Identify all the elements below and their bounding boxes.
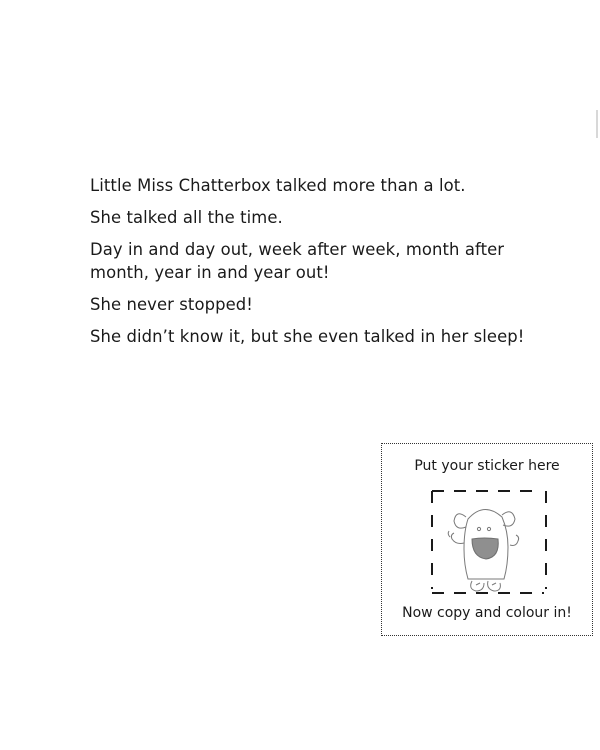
story-paragraph-4: She never stopped!	[90, 295, 253, 314]
story-paragraph-2: She talked all the time.	[90, 208, 283, 227]
character-drawing-icon	[430, 489, 548, 595]
story-paragraph-3: Day in and day out, week after week, month after month, year in and year out!	[90, 240, 505, 282]
page-edge-mark	[596, 110, 598, 138]
sticker-caption-top: Put your sticker here	[414, 458, 560, 474]
sticker-caption-bottom: Now copy and colour in!	[402, 605, 572, 621]
sticker-box	[381, 443, 593, 636]
story-paragraph-1: Little Miss Chatterbox talked more than a lot.	[90, 176, 466, 195]
story-paragraph-5: She didn’t know it, but she even talked in her sleep!	[90, 327, 525, 346]
sticker-dashed-frame	[430, 489, 548, 595]
story-text	[90, 174, 530, 348]
